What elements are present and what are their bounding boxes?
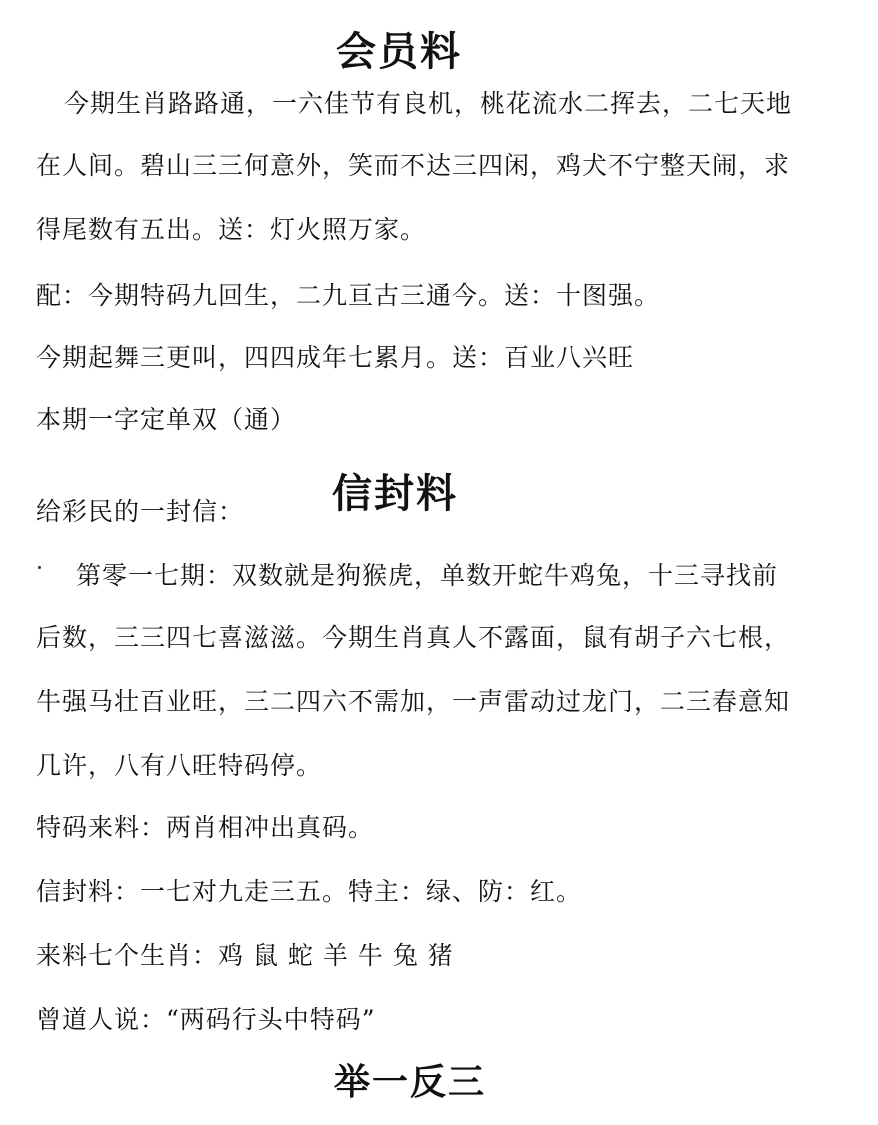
paragraph-line: 特码来料：两肖相冲出真码。 xyxy=(36,813,375,842)
paragraph-line: 牛强马壮百业旺，三二四六不需加，一声雷动过龙门，二三春意知 xyxy=(36,687,791,716)
paragraph-line: 得尾数有五出。送：灯火照万家。 xyxy=(36,215,427,244)
paragraph-line: 配：今期特码九回生，二九亘古三通今。送：十图强。 xyxy=(36,281,661,310)
section-title-inference: 举一反三 xyxy=(334,1061,487,1103)
paragraph-line: 曾道人说：“两码行头中特码” xyxy=(36,1005,376,1034)
scan-speck xyxy=(38,566,41,569)
paragraph-line: 本期一字定单双（通） xyxy=(36,405,297,434)
paragraph-line: 今期生肖路路通，一六佳节有良机，桃花流水二挥去，二七天地 xyxy=(64,89,793,118)
letter-intro: 给彩民的一封信： xyxy=(36,497,245,526)
paragraph-line: 第零一七期：双数就是狗猴虎，单数开蛇牛鸡兔，十三寻找前 xyxy=(76,561,779,590)
paragraph-line: 后数，三三四七喜滋滋。今期生肖真人不露面，鼠有胡子六七根， xyxy=(36,623,791,652)
paragraph-line: 今期起舞三更叫，四四成年七累月。送：百业八兴旺 xyxy=(36,343,635,372)
section-title-envelope: 信封料 xyxy=(332,470,458,517)
paragraph-line: 来料七个生肖：鸡 鼠 蛇 羊 牛 兔 猪 xyxy=(36,941,454,970)
section-title-member: 会员料 xyxy=(336,28,462,75)
paragraph-line: 在人间。碧山三三何意外，笑而不达三四闲，鸡犬不宁整天闹，求 xyxy=(36,151,791,180)
paragraph-line: 几许，八有八旺特码停。 xyxy=(36,751,323,780)
paragraph-line: 信封料：一七对九走三五。特主：绿、防：红。 xyxy=(36,877,583,906)
